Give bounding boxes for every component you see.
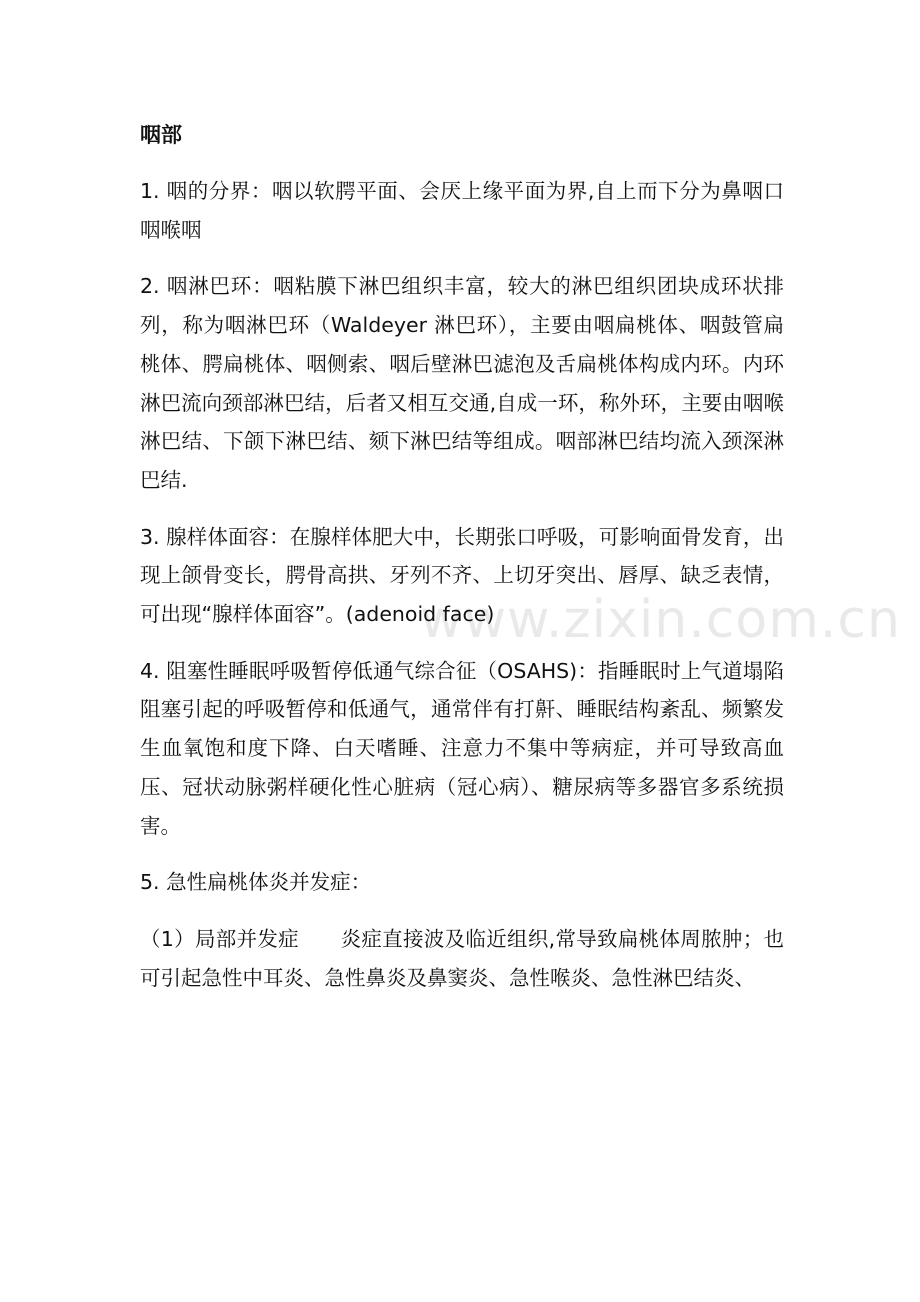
document-heading: 咽部 [140,123,182,147]
paragraph-adenoid-face: 3. 腺样体面容：在腺样体肥大中，长期张口呼吸，可影响面骨发育，出现上颌骨变长，腭骨高拱、牙列不齐、上切牙突出、唇厚、缺乏表情，可出现“腺样体面容”。(adenoid face) [140,524,784,627]
paragraph-tonsillitis-complications: 5. 急性扁桃体炎并发症： [140,870,372,895]
paragraph-pharynx-boundary: 1. 咽的分界：咽以软腭平面、会厌上缘平面为界,自上而下分为鼻咽口咽喉咽 [140,179,784,242]
document-page [140,118,784,997]
watermark: www.zixin.com.cn [420,590,901,650]
paragraph-osahs: 4. 阻塞性睡眠呼吸暂停低通气综合征（OSAHS)：指睡眠时上气道塌陷阻塞引起的呼吸暂停和低通气，通常伴有打鼾、睡眠结构紊乱、频繁发生血氧饱和度下降、白天嗜睡、注意力不集中等病症，并可导致高血压、冠状动脉粥样硬化性心脏病（冠心病）、糖尿病等多器官多系统损害。 [140,658,784,838]
paragraph-local-complications: （1）局部并发症 炎症直接波及临近组织,常导致扁桃体周脓肿；也可引起急性中耳炎、急性鼻炎及鼻窦炎、急性喉炎、急性淋巴结炎、 [140,926,784,990]
paragraph-lymphatic-ring: 2. 咽淋巴环：咽粘膜下淋巴组织丰富，较大的淋巴组织团块成环状排列，称为咽淋巴环（Waldeyer 淋巴环），主要由咽扁桃体、咽鼓管扁桃体、腭扁桃体、咽侧索、咽后壁淋巴滤泡及舌扁桃体构成内环。内环淋巴流向颈部淋巴结，后者又相互交通,自成一环，称外环，主要由咽喉淋巴结、下颌下淋巴结、颏下淋巴结等组成。咽部淋巴结均流入颈深淋巴结. [140,274,784,492]
